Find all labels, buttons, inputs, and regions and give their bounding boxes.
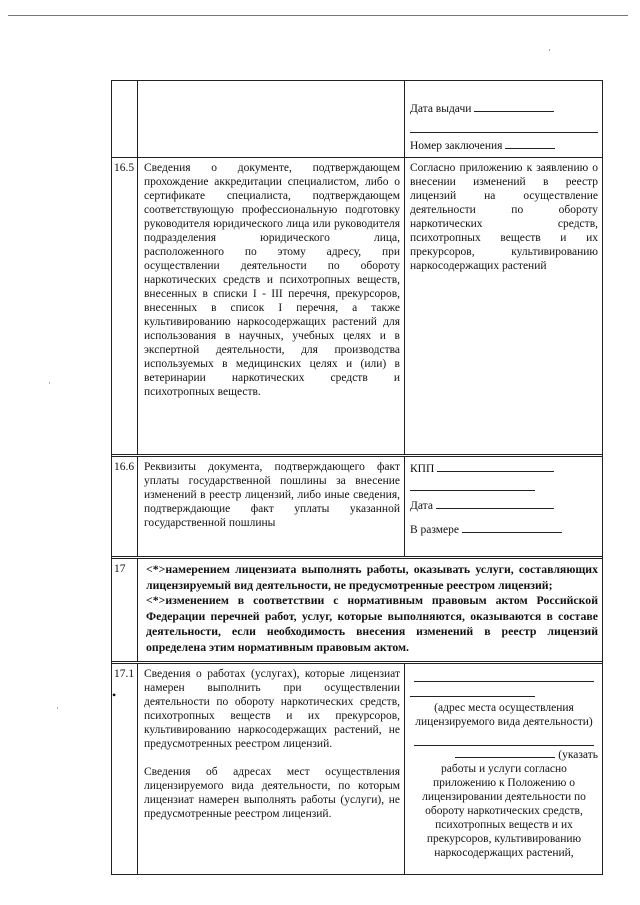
row-value — [405, 81, 602, 157]
blank-line[interactable] — [410, 118, 598, 133]
row-value: Согласно приложению к заявлению о внесении изменений в реестр лицензий на осуществление деятельности по обороту наркотических средств, психотропных веществ и их прекурсоров, культивированию наркосодержащих растений — [410, 162, 598, 272]
amount-field[interactable] — [462, 521, 562, 533]
row-number — [112, 81, 138, 157]
scan-speck: · — [56, 703, 59, 713]
row-description — [138, 81, 405, 157]
addresses-description: Сведения об адресах мест осуществления лицензируемого вида деятельности, по которым лицензиат намерен выполнять работы (услуги), не предусмотренные реестром лицензий. — [144, 766, 400, 820]
kpp-label: КПП — [410, 463, 435, 475]
blank-line[interactable] — [410, 682, 535, 697]
blank-line[interactable] — [414, 731, 594, 746]
top-rule — [8, 15, 628, 16]
date-label: Дата — [410, 500, 433, 512]
table-row — [112, 457, 602, 559]
blank-line[interactable] — [414, 667, 594, 682]
specify-label: (указать — [558, 749, 598, 761]
specify-field[interactable] — [455, 746, 555, 758]
table-row — [112, 559, 602, 664]
scan-speck: • — [112, 688, 117, 702]
row-number: 16.5 — [112, 158, 138, 454]
amount-label: В размере — [410, 524, 460, 536]
scan-speck: · — [548, 45, 551, 55]
address-hint: (адрес места осуществления лицензируемого вида деятельности) — [415, 702, 593, 728]
row-description — [138, 664, 405, 874]
blank-line[interactable] — [410, 476, 535, 491]
kpp-field[interactable] — [437, 460, 554, 472]
works-description: Сведения о работах (услугах), которые лицензиат намерен выполнить при осуществлении деятельности по обороту наркотических средств, психотропных веществ и их прекурсоров, культивированию наркосодержащих растений, не предусмотренных реестром лицензий. — [144, 668, 400, 750]
table-row — [112, 81, 602, 158]
change-reason-2: <*>изменением в соответствии с нормативным правовым актом Российской Федерации перечней работ, услуг, которые выполняются, оказываются в составе деятельности, если необходимость внесения изменений в реестр лицензий определена этим нормативным правовым актом. — [146, 593, 598, 654]
row-description: Сведения о документе, подтверждающем прохождение аккредитации специалистом, либо о сертификате специалиста, подтверждающем соответствующую профессиональную подготовку руководителя юридического лица или руководителя подразделения юридического лица, расположенного по этому адресу, при осуществлении деятельности по обороту наркотических средств и психотропных веществ, внесенных в списки I - III перечня, прекурсоров, внесенных в список I перечня, а также культивированию наркосодержащих растений для использования в научных, учебных целях и в экспертной деятельности, для производства используемых в медицинских целях и (или) в ветеринарии наркотических средств и психотропных веществ. — [138, 158, 405, 454]
specify-hint: работы и услуги согласно приложению к Положению о лицензировании деятельности по обороту наркотических средств, психотропных веществ и их прекурсоров, культивированию наркосодержащих растений, — [422, 763, 586, 859]
row-number: 16.6 — [112, 457, 138, 556]
issue-date-field[interactable] — [474, 100, 554, 112]
table-row — [112, 158, 602, 457]
row-text — [138, 559, 602, 661]
row-description: Реквизиты документа, подтверждающего факт уплаты государственной пошлины за внесение изменений в реестр лицензий, либо иные сведения, подтверждающие факт уплаты указанной государственной пошлины — [138, 457, 405, 556]
row-value — [405, 457, 602, 556]
row-value — [405, 664, 602, 874]
table-row — [112, 664, 602, 875]
row-number: 17 — [112, 559, 138, 661]
change-reason-1: <*>намерением лицензиата выполнять работы, оказывать услуги, составляющих лицензируемый вид деятельности, не предусмотренные реестром лицензий; — [146, 562, 598, 592]
scan-speck: · — [48, 378, 51, 388]
issue-date-label: Дата выдачи — [410, 103, 472, 115]
conclusion-number-field[interactable] — [505, 137, 555, 149]
row-number: 17.1 — [112, 664, 138, 874]
license-changes-table — [111, 80, 603, 875]
conclusion-number-label: Номер заключения — [410, 140, 503, 152]
date-field[interactable] — [436, 497, 554, 509]
